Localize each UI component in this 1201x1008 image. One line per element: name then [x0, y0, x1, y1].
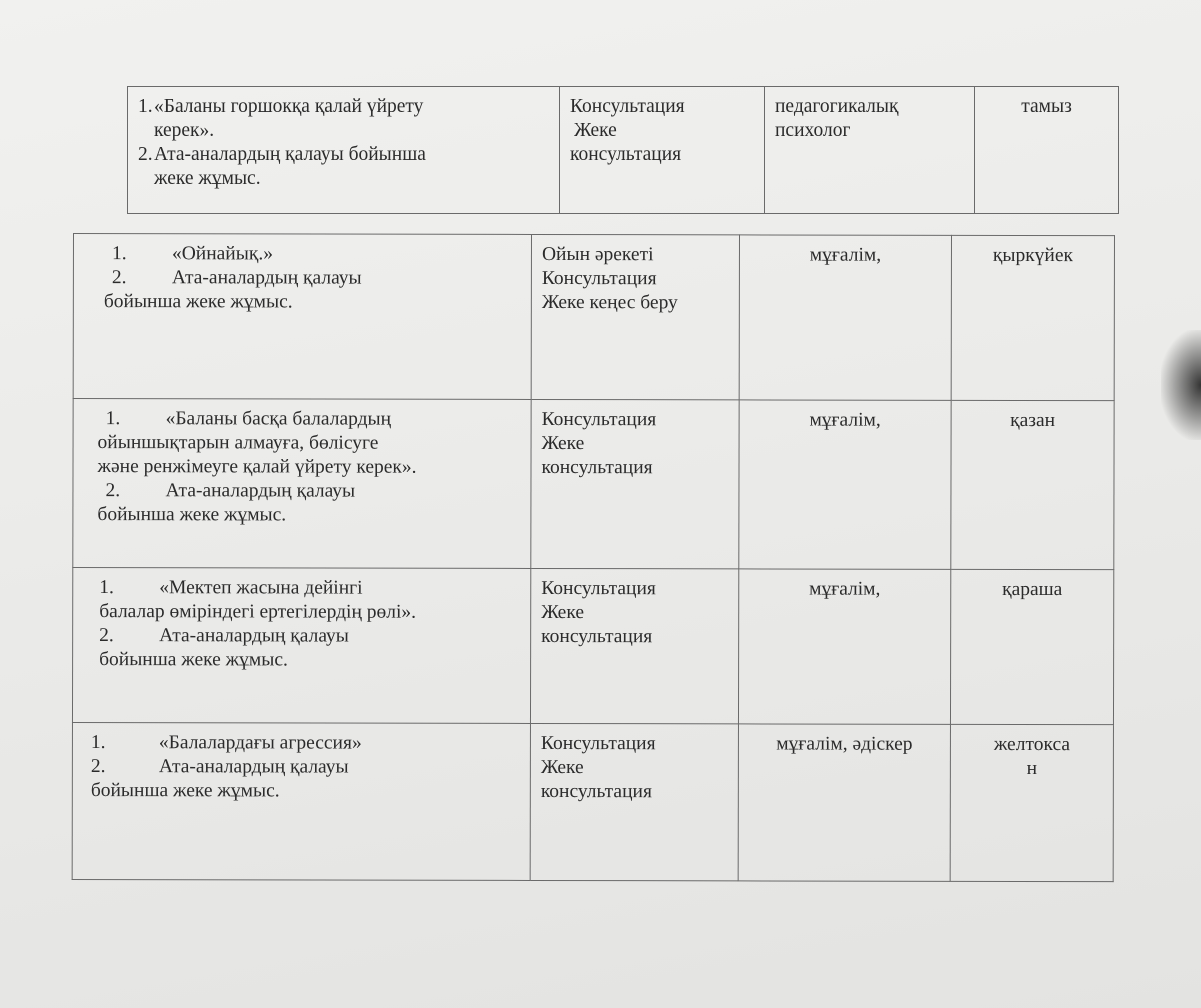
- form-cell: [530, 568, 738, 723]
- form-cell: [560, 87, 765, 214]
- topic-text: «Баланы басқа балалардың: [165, 408, 392, 430]
- form-cell: [531, 399, 739, 568]
- topic-cell: [73, 234, 531, 400]
- form-text: консультация: [541, 625, 653, 648]
- topic-text: бойынша жеке жұмыс.: [90, 780, 280, 802]
- month-cell: [950, 569, 1113, 724]
- topic-text: Ата-аналардың қалауы: [159, 625, 349, 647]
- list-number: 2.: [90, 756, 106, 778]
- form-text: Ойын әрекеті: [541, 243, 654, 266]
- responsible-cell: [765, 87, 975, 214]
- form-cell: [530, 723, 738, 880]
- list-number: 2.: [138, 144, 153, 165]
- responsible-text: мұғалім, әдіскер: [776, 733, 913, 755]
- form-text: Консультация: [541, 408, 657, 431]
- topic-text: Ата-аналардың қалауы: [165, 480, 356, 502]
- form-text: Жеке: [540, 756, 584, 779]
- form-text: Жеке: [574, 120, 617, 141]
- topic-text: керек».: [154, 120, 215, 141]
- month-text: қараша: [1002, 578, 1063, 601]
- topic-cell: [73, 399, 531, 569]
- list-number: 2.: [105, 480, 121, 502]
- topic-cell: [72, 568, 530, 724]
- form-text: Жеке кеңес беру: [541, 291, 678, 314]
- form-text: консультация: [540, 780, 652, 803]
- topic-cell: [128, 87, 560, 214]
- list-number: 1.: [105, 408, 121, 430]
- responsible-text: мұғалім,: [809, 244, 882, 266]
- top-plan-table: [127, 86, 1119, 214]
- topic-text: бойынша жеке жұмыс.: [99, 649, 288, 671]
- month-cell: [950, 724, 1113, 881]
- topic-text: бойынша жеке жұмыс.: [103, 291, 293, 313]
- topic-text: Ата-аналардың қалауы: [158, 756, 349, 778]
- topic-text: «Балалардағы агрессия»: [158, 732, 362, 754]
- list-number: 1.: [111, 243, 127, 265]
- topic-text: және ренжімеуге қалай үйрету керек».: [97, 456, 417, 478]
- month-cell: [975, 87, 1119, 214]
- page-edge-shadow: [1161, 330, 1201, 440]
- month-cell: [951, 235, 1114, 400]
- form-text: Жеке: [541, 432, 585, 455]
- responsible-text: мұғалім,: [809, 409, 881, 431]
- responsible-text: педагогикалық: [775, 96, 899, 117]
- month-text: тамыз: [1021, 96, 1072, 117]
- month-cell: [951, 400, 1114, 569]
- topic-text: балалар өміріндегі ертегілердің рөлі».: [99, 601, 417, 623]
- form-text: Консультация: [541, 577, 656, 600]
- month-text: н: [1026, 757, 1038, 780]
- list-number: 2.: [99, 625, 114, 647]
- responsible-cell: [739, 400, 951, 569]
- responsible-cell: [738, 724, 950, 881]
- topic-text: «Мектеп жасына дейінгі: [159, 577, 363, 599]
- topic-text: Ата-аналардың қалауы: [171, 267, 362, 289]
- month-text: қазан: [1010, 409, 1056, 432]
- table-row: [128, 87, 1119, 214]
- table-row: [73, 399, 1114, 570]
- responsible-text: психолог: [775, 120, 851, 141]
- main-plan-table: [72, 233, 1115, 882]
- month-text: қыркүйек: [992, 244, 1074, 267]
- form-text: консультация: [541, 456, 653, 479]
- list-number: 1.: [99, 577, 114, 599]
- topic-text: Ата-аналардың қалауы бойынша: [154, 144, 426, 165]
- topic-text: «Ойнайық.»: [171, 243, 273, 265]
- list-number: 1.: [90, 732, 106, 754]
- responsible-text: мұғалім,: [809, 578, 881, 600]
- form-text: Консультация: [540, 732, 656, 755]
- responsible-cell: [738, 569, 950, 724]
- topic-text: бойынша жеке жұмыс.: [97, 504, 287, 526]
- topic-cell: [72, 723, 530, 881]
- topic-text: «Баланы горшокқа қалай үйрету: [154, 96, 424, 117]
- list-number: 2.: [111, 267, 127, 289]
- form-cell: [531, 234, 739, 399]
- responsible-cell: [739, 235, 951, 400]
- table-row: [73, 234, 1114, 401]
- form-text: Консультация: [570, 96, 685, 117]
- form-text: Консультация: [541, 267, 657, 290]
- topic-text: жеке жұмыс.: [154, 168, 261, 189]
- list-number: 1.: [138, 96, 153, 117]
- table-row: [72, 568, 1113, 725]
- table-row: [72, 723, 1113, 882]
- month-text: желтокса: [993, 733, 1071, 756]
- topic-text: ойыншықтарын алмауға, бөлісуге: [97, 432, 379, 454]
- form-text: консультация: [570, 144, 682, 165]
- form-text: Жеке: [541, 601, 585, 624]
